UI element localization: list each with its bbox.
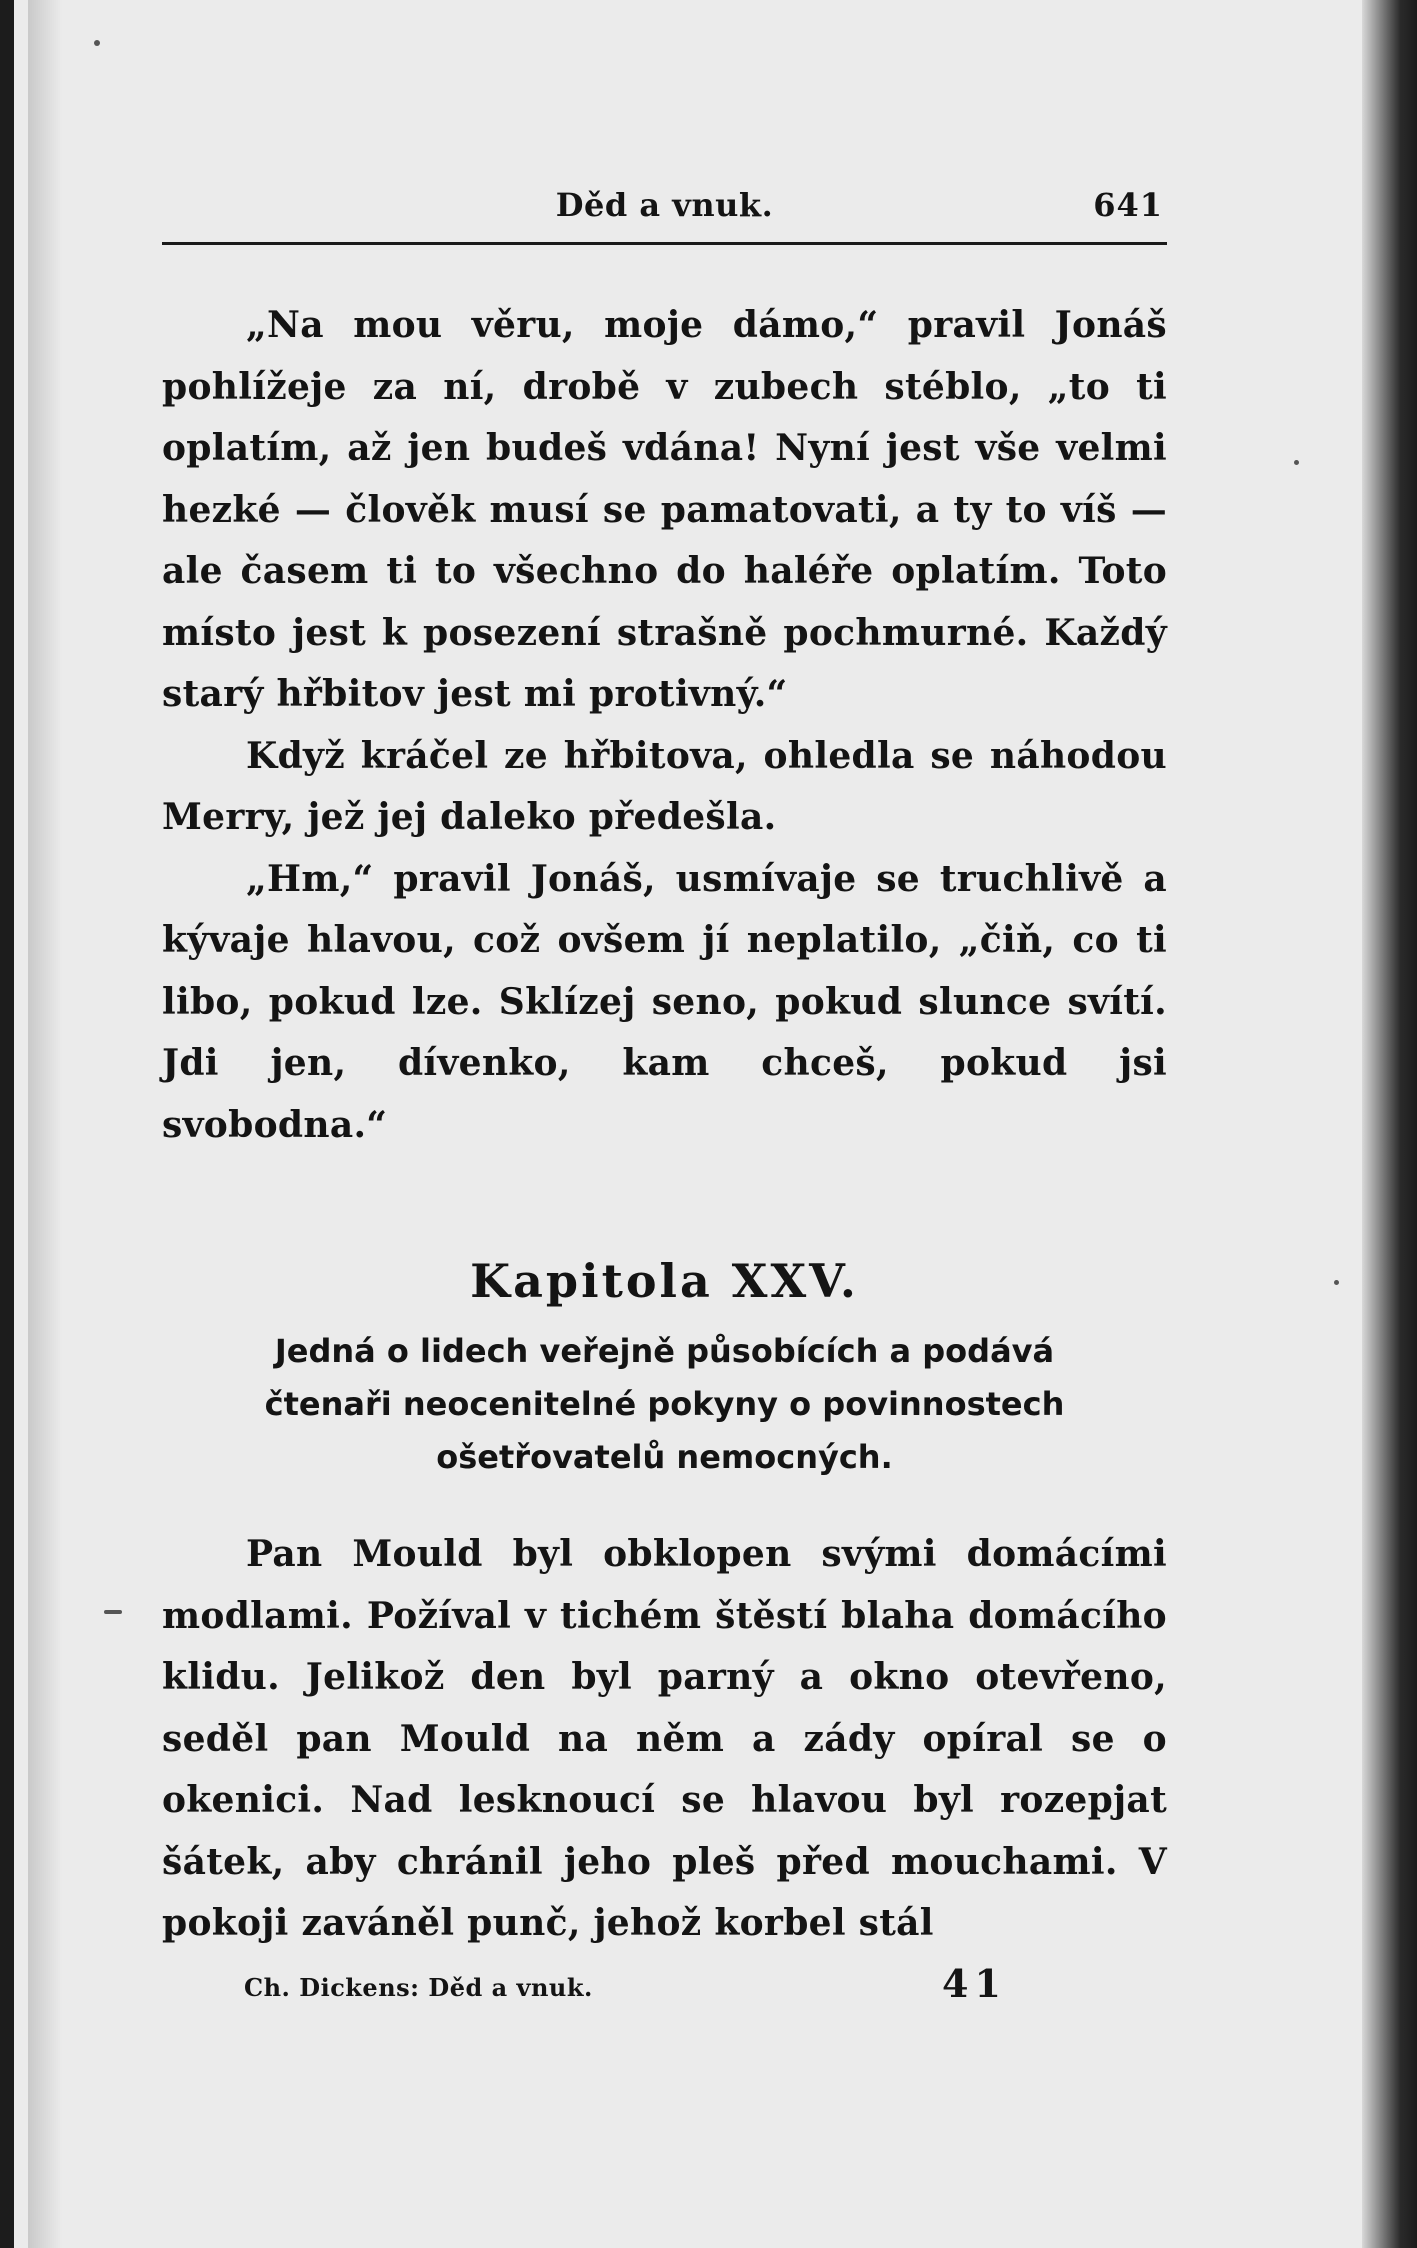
signature-number: 41	[942, 1960, 1007, 2006]
paper-speck	[1334, 1280, 1339, 1285]
page-footer	[162, 1961, 1167, 2021]
paper-speck	[94, 40, 100, 46]
chapter-heading: Kapitola XXV.	[470, 1254, 859, 1308]
page-number: 641	[1093, 186, 1163, 224]
gutter-shadow	[28, 0, 62, 2248]
chapter-summary-line: čtenaři neocenitelné pokyny o povinnostech	[264, 1385, 1065, 1423]
chapter-summary	[162, 1325, 1167, 1484]
page-content	[162, 186, 1167, 2021]
paper-speck	[104, 1610, 122, 1614]
paper-speck	[1294, 460, 1299, 465]
running-head	[162, 186, 1167, 236]
text-block	[162, 295, 1167, 1156]
paragraph: „Na mou věru, moje dámo,“ pravil Jonáš pohlížeje za ní, drobě v zubech stéblo, „to ti oplatím, až jen budeš vdána! Nyní jest vše velmi hezké — člověk musí se pamatovati, a ty to víš — ale časem ti to všechno do haléře oplatím. Toto místo jest k posezení strašně pochmurné. Každý starý hřbitov jest mi protivný.“	[162, 304, 1167, 715]
chapter-text-block	[162, 1524, 1167, 1955]
paragraph: Pan Mould byl obklopen svými domácími modlami. Požíval v tichém štěstí blaha domácího klidu. Jelikož den byl parný a okno otevřeno, seděl pan Mould na něm a zády opíral se o okenici. Nad lesknoucí se hlavou byl rozepjat šátek, aby chránil jeho pleš před mouchami. V pokoji zaváněl punč, jehož korbel stál	[162, 1533, 1167, 1944]
book-page	[14, 0, 1362, 2248]
paragraph: Když kráčel ze hřbitova, ohledla se náhodou Merry, jež jej daleko předešla.	[162, 734, 1167, 838]
chapter-summary-line: ošetřovatelů nemocných.	[436, 1438, 893, 1476]
printer-signature: Ch. Dickens: Děd a vnuk.	[244, 1972, 593, 2002]
running-title: Děd a vnuk.	[555, 186, 774, 224]
chapter-summary-line: Jedná o lidech veřejně působících a podává	[274, 1332, 1055, 1370]
scan-right-edge	[1362, 0, 1417, 2248]
scan-left-edge	[0, 0, 14, 2248]
paragraph: „Hm,“ pravil Jonáš, usmívaje se truchlivě a kývaje hlavou, což ovšem jí neplatilo, „čiň, co ti libo, pokud lze. Sklízej seno, pokud slunce svítí. Jdi jen, dívenko, kam chceš, pokud jsi svobodna.“	[162, 857, 1167, 1146]
header-rule	[162, 242, 1167, 245]
